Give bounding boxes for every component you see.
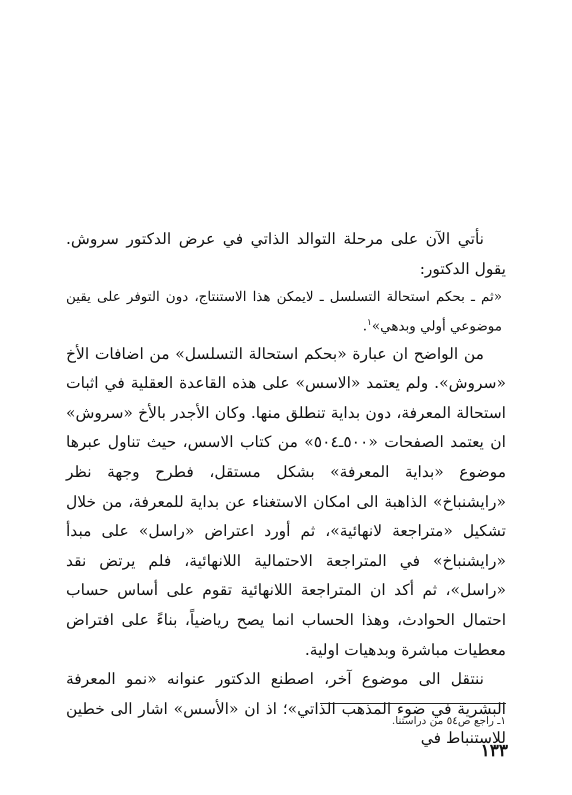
footnote-marker: ١ [366, 318, 372, 329]
page-number: ١٣٣ [480, 741, 508, 761]
body-paragraph-continued [66, 665, 506, 754]
intro-text: نأتي الآن على مرحلة التوالد الذاتي في عرض الدكتور سروش. يقول الدكتور: [66, 230, 506, 278]
body-paragraph [66, 340, 506, 666]
quote-block: «ثم ـ بحكم استحالة التسلسل ـ لايمكن هذا الاستنتاج، دون التوفر على يقين موضوعي أولي وبدهي»$^١$. [66, 289, 502, 335]
footnote-text: ١ـ راجع ص٥٤ من دراستنا. [391, 715, 506, 727]
footnote-divider [320, 703, 506, 704]
page-body [66, 225, 506, 754]
paragraph-3-text: ننتقل الى موضوع آخر، اصطنع الدكتور عنوانه «نمو المعرفة البشرية في ضوء المذهب الذاتي»؛ اذ ان «الأسس» اشار الى خطين للاستنباط في [66, 670, 506, 748]
paragraph-2-text: من الواضح ان عبارة «بحكم استحالة التسلسل» من اضافات الأخ «سروش». ولم يعتمد «الاسس» على هذه القاعدة العقلية في اثبات استحالة المعرفة، دون بداية تنطلق منها. وكان الأجدر بالأخ «سروش» ان يعتمد الصفحات «٥٠٠ـ٥٠٤» من كتاب الاسس، حيث تناول عبرها موضوع «بداية المعرفة» بشكل مستقل، فطرح وجهة نظر «رايشنباخ» الذاهبة الى امكان الاستغناء عن بداية للمعرفة، من خلال تشكيل «متراجعة لانهائية»، ثم أورد اعتراض «راسل» على مبدأ «رايشنباخ» في المتراجعة الاحتمالية اللانهائية، فلم يرتض نقد «راسل»، ثم أكد ان المتراجعة اللانهائية تقوم على أساس حساب احتمال الحوادث، وهذا الحساب انما يصح رياضياً، بناءً على افتراض معطيات مباشرة وبدهيات اولية. [66, 344, 506, 659]
intro-paragraph [66, 225, 506, 284]
footnote [206, 714, 506, 728]
quote-text: «ثم ـ بحكم استحالة التسلسل ـ لايمكن هذا الاستنتاج، دون التوفر على يقين موضوعي أولي وبدهي» [66, 289, 502, 335]
